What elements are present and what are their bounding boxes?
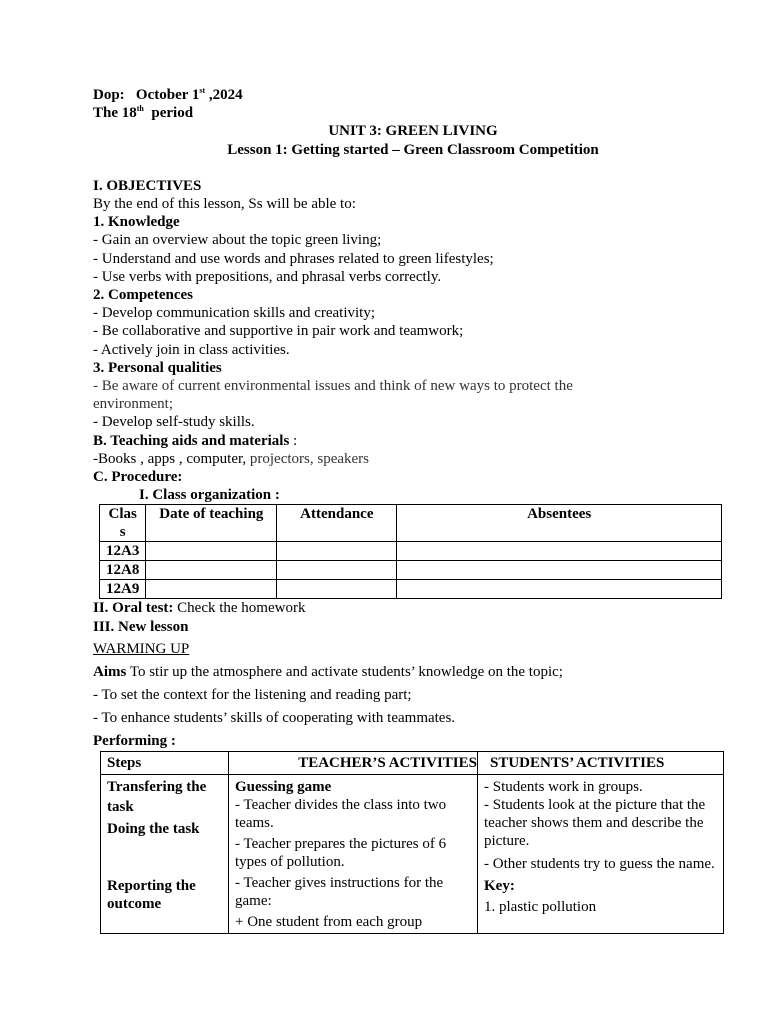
competence-item: - Be collaborative and supportive in pair work and teamwork; (93, 323, 464, 340)
dop-label: Dop: (93, 87, 125, 103)
aids-items-a: -Books , apps , computer, (93, 450, 250, 467)
aids-colon: : (289, 432, 298, 449)
period-sup: th (136, 104, 144, 114)
dop-month: October 1 (135, 87, 200, 103)
steps-col-header: Steps (101, 751, 229, 774)
students-cell (478, 774, 724, 933)
aims-item: - To set the context for the listening and reading part; (93, 686, 412, 703)
teacher-col-header: TEACHER’S ACTIVITIES (229, 751, 478, 774)
attendance-col-header: Attendance (277, 505, 397, 542)
aims-line (93, 663, 733, 682)
teacher-item: - Teacher gives instructions for the game: (235, 874, 444, 909)
step-transfering: Transfering the task (107, 778, 207, 815)
knowledge-item: - Gain an overview about the topic green living; (93, 232, 382, 249)
knowledge-heading: 1. Knowledge (93, 214, 180, 231)
teacher-item: + One student from each group (235, 913, 423, 930)
teacher-item: - Teacher prepares the pictures of 6 types of pollution. (235, 835, 447, 870)
objectives-heading: I. OBJECTIVES (93, 177, 202, 194)
students-col-header: STUDENTS’ ACTIVITIES (478, 751, 724, 774)
attendance-cell (277, 542, 397, 561)
class-table-header (100, 505, 722, 542)
teacher-item: - Teacher divides the class into two teams. (235, 796, 447, 831)
competences-heading: 2. Competences (93, 287, 193, 304)
student-item: - Students work in groups. (484, 778, 643, 795)
date-line (93, 86, 733, 104)
date-col-header: Date of teaching (146, 505, 277, 542)
quality-item-cont: environment; (93, 396, 173, 413)
activities-body-row (101, 774, 724, 933)
dop-sup: st (199, 86, 206, 95)
procedure-heading: C. Procedure: (93, 469, 183, 486)
period-prefix: The 18 (93, 105, 137, 122)
step-reporting: Reporting the outcome (107, 877, 196, 912)
absentees-col-header: Absentees (397, 505, 722, 542)
period-suffix: period (151, 105, 194, 122)
oral-test-label: II. Oral test: (93, 600, 174, 617)
student-item: - Students look at the picture that the teacher shows them and describe the picture. (484, 796, 706, 849)
teacher-cell (229, 774, 478, 933)
oral-test-text: Check the homework (173, 600, 306, 617)
competence-item: - Actively join in class activities. (93, 341, 290, 358)
table-row (100, 580, 722, 599)
oral-test-line (93, 599, 733, 617)
quality-item: - Be aware of current environmental issues and think of new ways to protect the (93, 378, 573, 395)
class-col-header: Clas s (100, 505, 146, 542)
aids-items (93, 450, 733, 468)
dop-year: ,2024 (208, 87, 243, 103)
knowledge-item: - Use verbs with prepositions, and phrasal verbs correctly. (93, 268, 442, 285)
absentees-cell (397, 580, 722, 599)
teacher-title: Guessing game (235, 778, 332, 795)
competence-item: - Develop communication skills and creativity; (93, 305, 376, 322)
date-cell (146, 580, 277, 599)
new-lesson-heading: III. New lesson (93, 618, 189, 635)
key-item: 1. plastic pollution (484, 898, 597, 915)
step-doing: Doing the task (107, 820, 200, 837)
date-cell (146, 561, 277, 580)
quality-item: - Develop self-study skills. (93, 414, 255, 431)
period-line (93, 104, 733, 122)
steps-cell (101, 774, 229, 933)
objectives-intro: By the end of this lesson, Ss will be able to: (93, 196, 356, 213)
class-cell: 12A3 (100, 542, 146, 561)
student-item: - Other students try to guess the name. (484, 855, 715, 872)
aims-label: Aims (93, 663, 127, 680)
absentees-cell (397, 542, 722, 561)
activities-header-row (101, 751, 724, 774)
qualities-heading: 3. Personal qualities (93, 359, 222, 376)
activities-table (100, 751, 724, 934)
aids-heading-line (93, 432, 733, 450)
performing-heading: Performing : (93, 732, 176, 749)
class-cell: 12A9 (100, 580, 146, 599)
class-org-heading: I. Class organization : (139, 487, 280, 504)
unit-title: UNIT 3: GREEN LIVING (328, 123, 498, 140)
absentees-cell (397, 561, 722, 580)
class-cell: 12A8 (100, 561, 146, 580)
aims-text: To stir up the atmosphere and activate students’ knowledge on the topic; (126, 663, 563, 680)
date-cell (146, 542, 277, 561)
aids-heading: B. Teaching aids and materials (93, 432, 290, 449)
table-row (100, 561, 722, 580)
attendance-cell (277, 561, 397, 580)
lesson-plan-page (93, 86, 733, 934)
lesson-title: Lesson 1: Getting started – Green Classroom Competition (227, 141, 599, 158)
key-label: Key: (484, 877, 515, 894)
knowledge-item: - Understand and use words and phrases related to green lifestyles; (93, 250, 494, 267)
table-row (100, 542, 722, 561)
blank-line (93, 159, 733, 177)
aids-items-b: projectors, speakers (249, 450, 370, 467)
attendance-cell (277, 580, 397, 599)
aims-item: - To enhance students’ skills of cooperating with teammates. (93, 709, 456, 726)
class-table (99, 504, 722, 599)
warmup-heading: WARMING UP (93, 640, 190, 657)
